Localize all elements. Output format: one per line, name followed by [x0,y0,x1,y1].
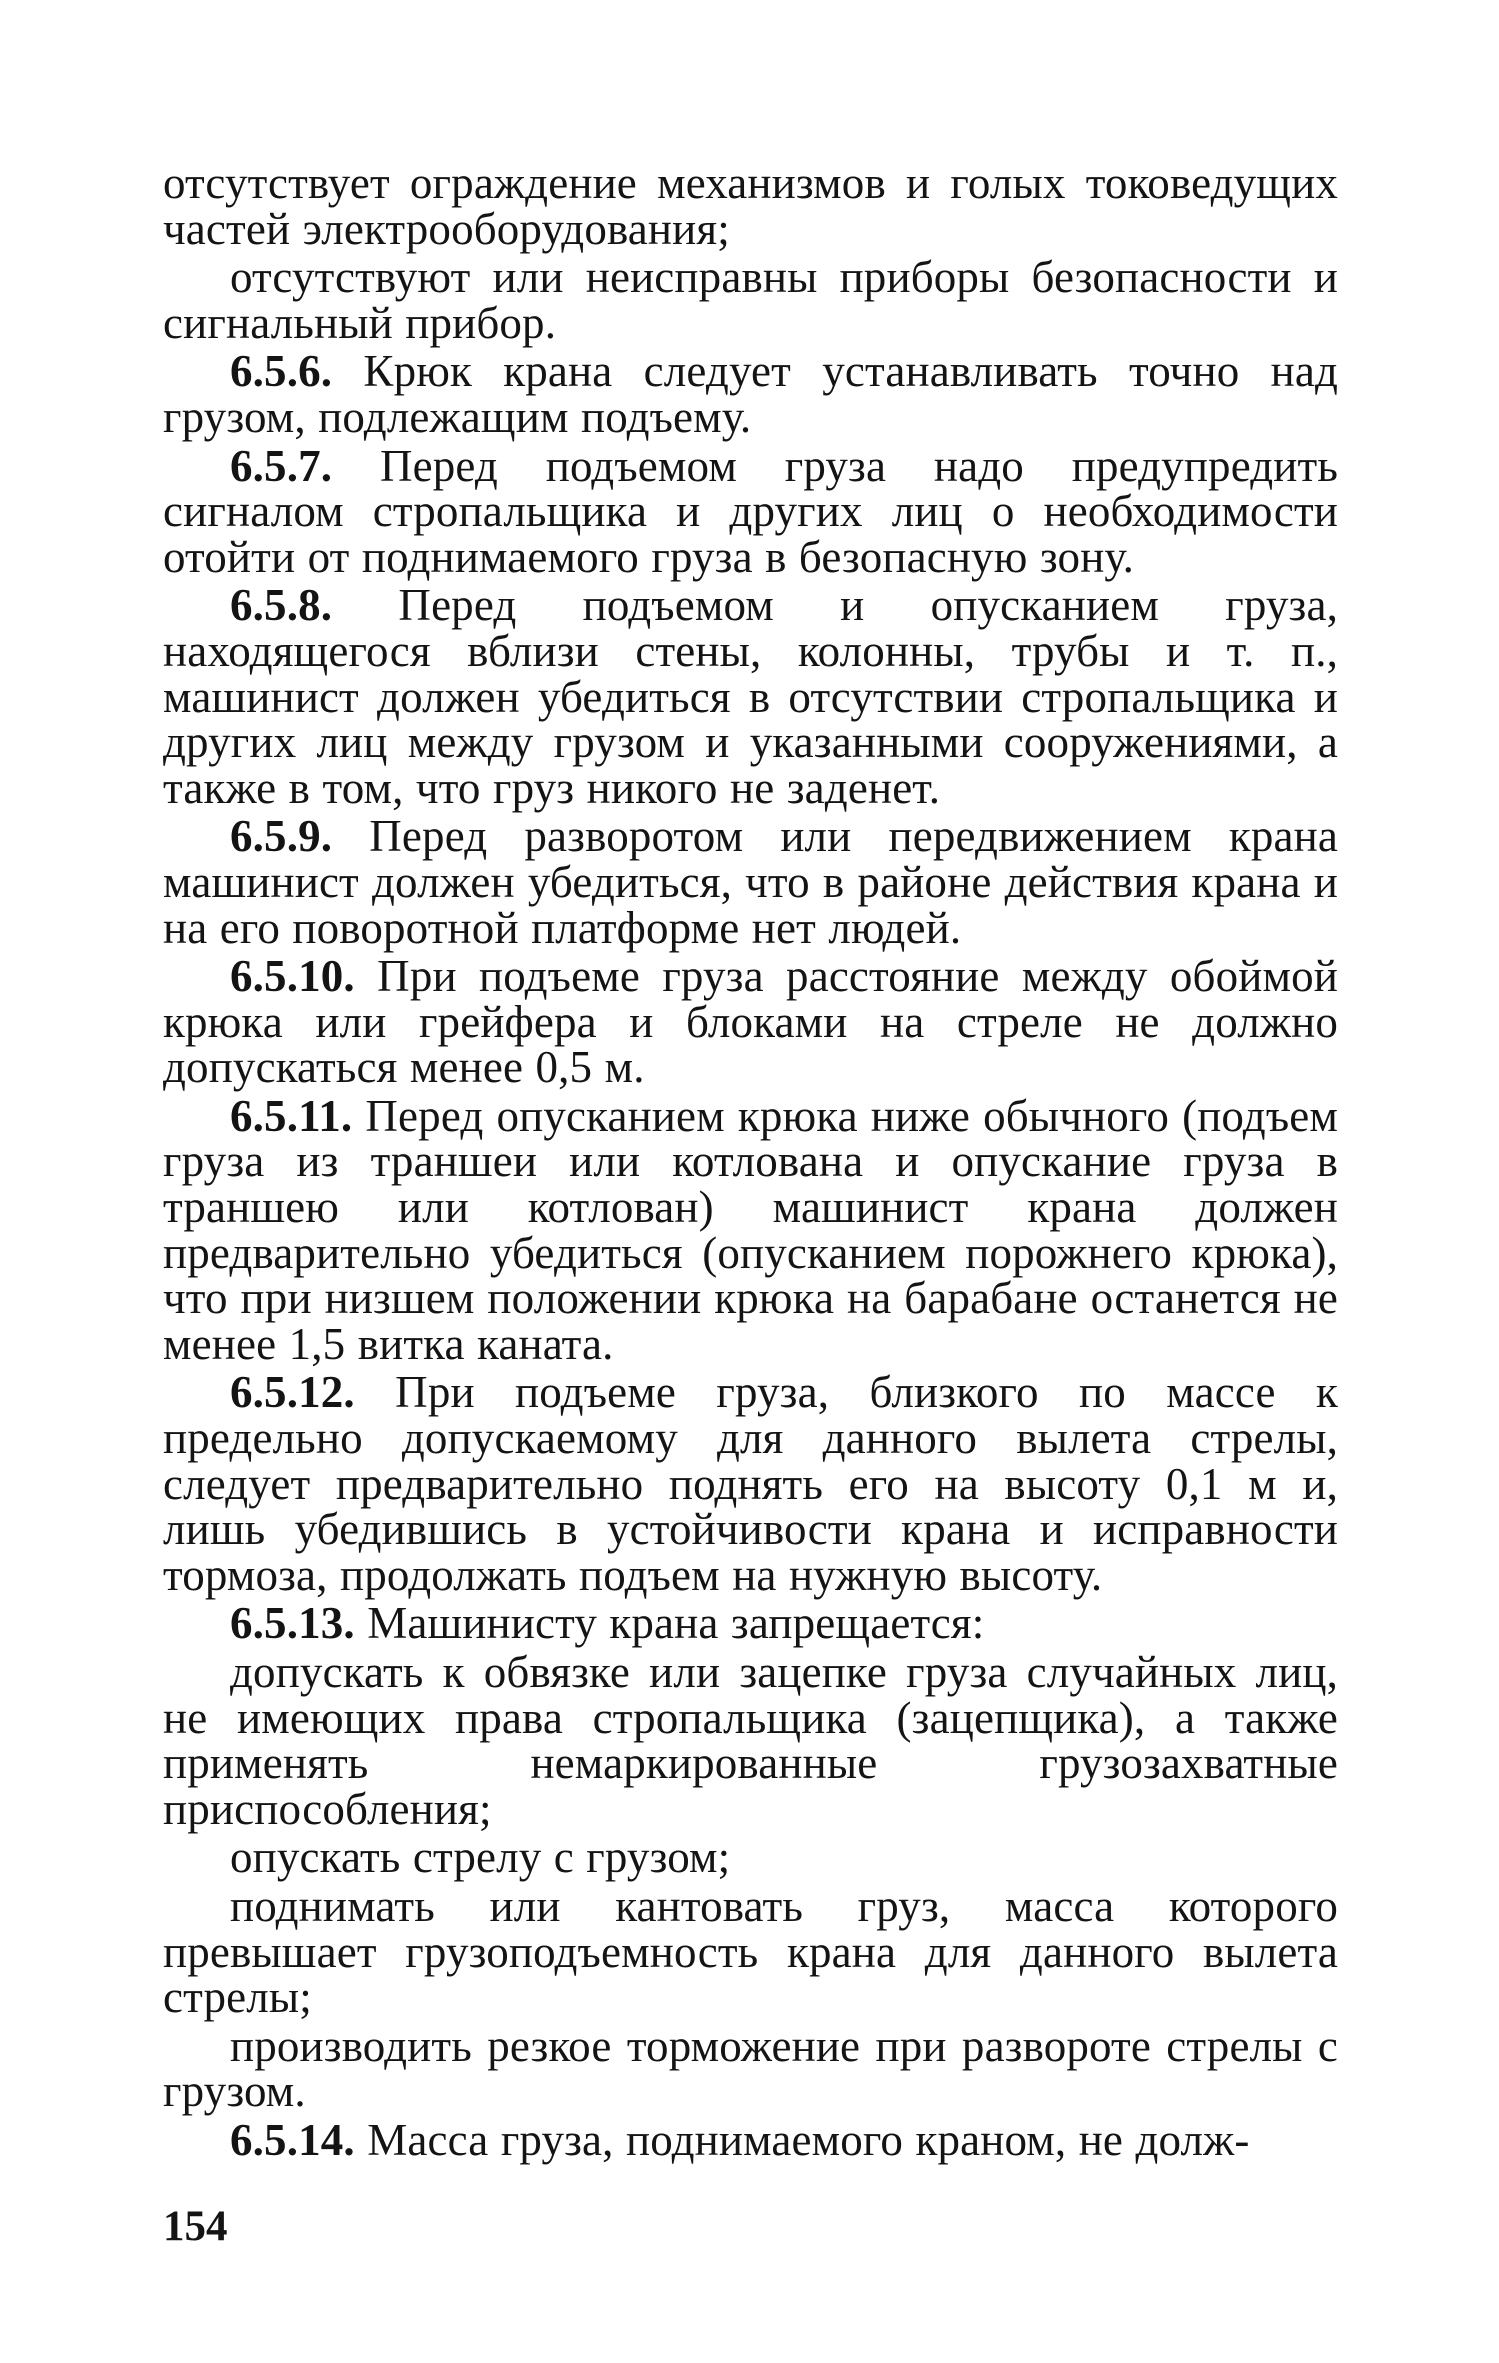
paragraph-text: отсутствуют или неисправны приборы безопасности и сигнальный прибор. [163,252,1338,348]
paragraph-safety-devices [163,252,1338,348]
clause-6-5-11 [163,1090,1338,1369]
clause-6-5-8 [163,580,1338,813]
clause-6-5-6 [163,346,1338,442]
clause-number: 6.5.7. [230,440,333,491]
paragraph-text: отсутствует ограждение механизмов и голых токоведущих частей электрооборудования; [163,158,1338,254]
clause-text: Перед подъемом и опусканием груза, находящегося вблизи стены, колонны, трубы и т. п., машинист должен убедиться в отсутствии стропальщика и других лиц между грузом и указанными сооружениями, а также в том, что груз никого не заденет. [163,580,1338,813]
clause-number: 6.5.14. [230,2114,355,2165]
prohibition-text: допускать к обвязке или зацепке груза случайных лиц, не имеющих права стропальщика (зацепщика), а также применять немаркированные грузозахватные приспособления; [163,1647,1338,1834]
paragraph-fencing [163,158,1338,254]
clause-text: Перед опусканием крюка ниже обычного (подъем груза из траншеи или котлована и опускание груза в траншею или котлован) машинист крана должен предварительно убедиться (опусканием порожнего крюка), что при низшем положении крюка на барабане останется не менее 1,5 витка каната. [163,1090,1338,1369]
clause-number: 6.5.13. [230,1598,355,1649]
clause-6-5-14 [163,2114,1338,2165]
clause-text: При подъеме груза расстояние между обоймой крюка или грейфера и блоками на стреле не должно допускаться менее 0,5 м. [163,951,1338,1093]
clause-text: Крюк крана следует устанавливать точно над грузом, подлежащим подъему. [163,346,1338,442]
prohibition-item [163,1647,1338,1834]
clause-text: Перед разворотом или передвижением крана машинист должен убедиться, что в районе действия крана и на его поворотной платформе нет людей. [163,811,1338,953]
clause-number: 6.5.11. [230,1090,353,1141]
clause-6-5-12 [163,1367,1338,1600]
clause-text: Перед подъемом груза надо предупредить сигналом стропальщика и других лиц о необходимости отойти от поднимаемого груза в безопасную зону. [163,440,1338,582]
prohibition-text: производить резкое торможение при развороте стрелы с грузом. [163,2020,1338,2117]
clause-6-5-13 [163,1598,1338,1649]
clause-text: Масса груза, поднимаемого краном, не долж- [354,2114,1250,2165]
clause-number: 6.5.10. [230,951,355,1002]
clause-number: 6.5.6. [230,346,333,397]
clause-6-5-10 [163,951,1338,1093]
prohibition-text: поднимать или кантовать груз, масса которого превышает грузоподъемность крана для данного вылета стрелы; [163,1880,1338,2023]
clause-text: Машинисту крана запрещается: [354,1598,985,1649]
prohibition-item [163,1832,1338,1883]
clause-text: При подъеме груза, близкого по массе к предельно допускаемому для данного вылета стрелы, следует предварительно поднять его на высоту 0,1 м и, лишь убедившись в устойчивости крана и исправности тормоза, продолжать подъем на нужную высоту. [163,1367,1338,1600]
prohibition-item [163,2020,1338,2117]
clause-number: 6.5.8. [230,580,333,631]
clause-number: 6.5.12. [230,1367,355,1418]
page-number: 154 [163,2203,228,2250]
clause-6-5-9 [163,811,1338,953]
prohibition-item [163,1880,1338,2023]
clause-number: 6.5.9. [230,811,333,862]
page-text [163,158,1338,2165]
prohibition-text: опускать стрелу с грузом; [230,1832,731,1883]
clause-6-5-7 [163,440,1338,582]
